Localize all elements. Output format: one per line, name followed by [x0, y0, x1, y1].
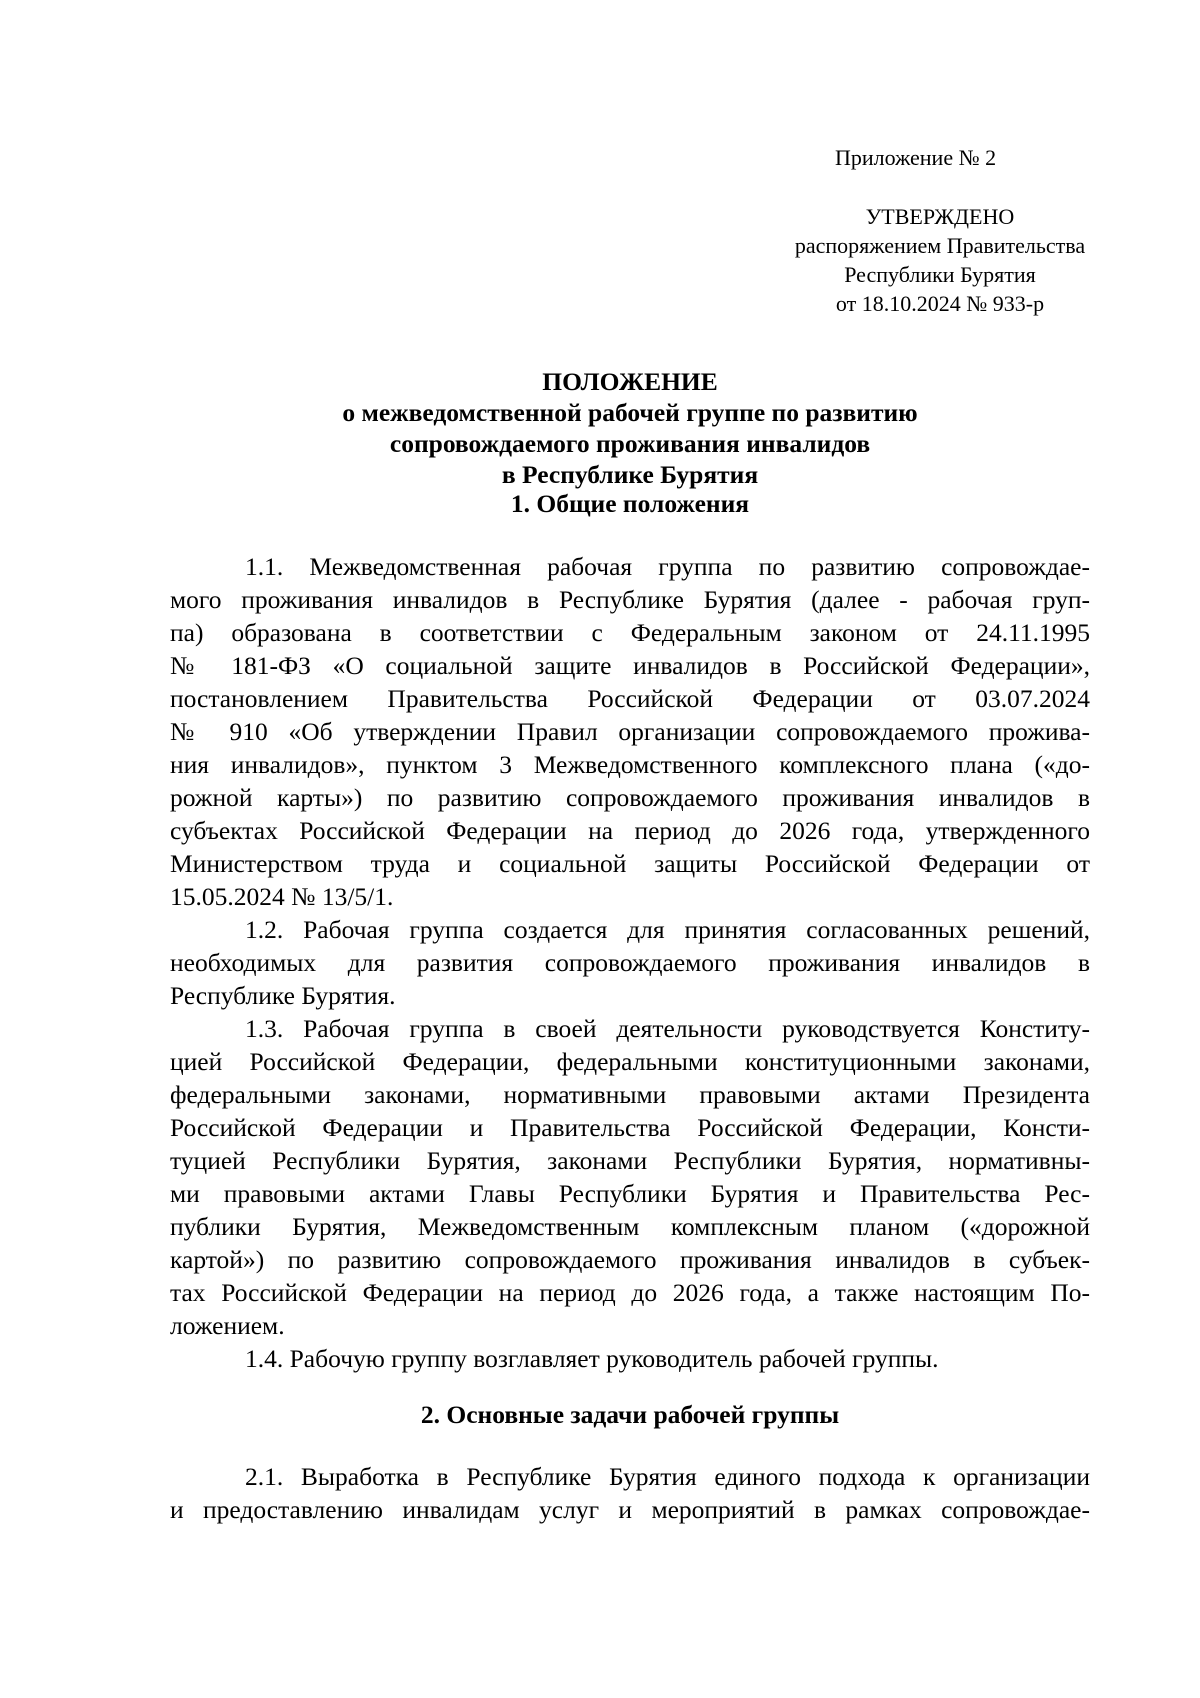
- paragraph-line: 15.05.2024 № 13/5/1.: [170, 882, 394, 911]
- approval-line: распоряжением Правительства: [794, 233, 1086, 258]
- annex-label: Приложение № 2: [835, 145, 997, 170]
- paragraph-line: субъектах Российской Федерации на период до 2026 года, утвержденного: [170, 816, 1090, 845]
- paragraph-line: Республике Бурятия.: [170, 981, 396, 1010]
- title-line: ПОЛОЖЕНИЕ: [542, 367, 718, 396]
- paragraph-line: 1.4. Рабочую группу возглавляет руководитель рабочей группы.: [245, 1344, 939, 1373]
- paragraph-line: 2.1. Выработка в Республике Бурятия единого подхода к организации: [245, 1462, 1090, 1491]
- approval-line: от 18.10.2024 № 933-р: [835, 291, 1045, 316]
- approval-line: УТВЕРЖДЕНО: [865, 204, 1015, 229]
- paragraph-line: федеральными законами, нормативными правовыми актами Президента: [170, 1080, 1090, 1109]
- paragraph-line: мого проживания инвалидов в Республике Бурятия (далее - рабочая груп-: [170, 585, 1090, 614]
- section-heading-tasks: 2. Основные задачи рабочей группы: [420, 1400, 840, 1429]
- paragraph-line: тах Российской Федерации на период до 2026 года, а также настоящим По-: [170, 1278, 1090, 1307]
- paragraph-line: 1.2. Рабочая группа создается для принятия согласованных решений,: [245, 915, 1090, 944]
- paragraph-line: па) образована в соответствии с Федеральным законом от 24.11.1995: [170, 618, 1090, 647]
- paragraph-line: постановлением Правительства Российской Федерации от 03.07.2024: [170, 684, 1090, 713]
- paragraph-line: ния инвалидов», пунктом 3 Межведомственного комплексного плана («до-: [170, 750, 1090, 779]
- title-line: сопровождаемого проживания инвалидов: [389, 429, 871, 458]
- approval-stamp: [740, 202, 1140, 318]
- section-body-general: [170, 550, 1090, 1375]
- paragraph-line: публики Бурятия, Межведомственным комплексным планом («дорожной: [170, 1212, 1090, 1241]
- title-line: о межведомственной рабочей группе по развитию: [342, 398, 918, 427]
- section-heading-general: 1. Общие положения: [510, 489, 750, 518]
- paragraph-line: № 910 «Об утверждении Правил организации сопровождаемого прожива-: [170, 717, 1090, 746]
- paragraph-line: № 181-ФЗ «О социальной защите инвалидов в Российской Федерации»,: [170, 651, 1090, 680]
- paragraph-line: рожной карты») по развитию сопровождаемого проживания инвалидов в: [170, 783, 1090, 812]
- paragraph-line: 1.3. Рабочая группа в своей деятельности руководствуется Конститу-: [245, 1014, 1090, 1043]
- paragraph-line: и предоставлению инвалидам услуг и мероприятий в рамках сопровождае-: [170, 1495, 1090, 1524]
- paragraph-line: цией Российской Федерации, федеральными конституционными законами,: [170, 1047, 1090, 1076]
- paragraph-line: Российской Федерации и Правительства Российской Федерации, Консти-: [170, 1113, 1090, 1142]
- approval-line: Республики Бурятия: [844, 262, 1036, 287]
- section-body-tasks: [170, 1460, 1090, 1526]
- paragraph-line: необходимых для развития сопровождаемого проживания инвалидов в: [170, 948, 1090, 977]
- paragraph-line: туцией Республики Бурятия, законами Республики Бурятия, нормативны-: [170, 1146, 1090, 1175]
- paragraph-line: Министерством труда и социальной защиты Российской Федерации от: [170, 849, 1090, 878]
- paragraph-line: картой») по развитию сопровождаемого проживания инвалидов в субъек-: [170, 1245, 1090, 1274]
- paragraph-line: ми правовыми актами Главы Республики Бурятия и Правительства Рес-: [170, 1179, 1090, 1208]
- paragraph-line: ложением.: [170, 1311, 285, 1340]
- document-title: [170, 366, 1090, 490]
- paragraph-line: 1.1. Межведомственная рабочая группа по развитию сопровождае-: [245, 552, 1090, 581]
- title-line: в Республике Бурятия: [501, 460, 759, 489]
